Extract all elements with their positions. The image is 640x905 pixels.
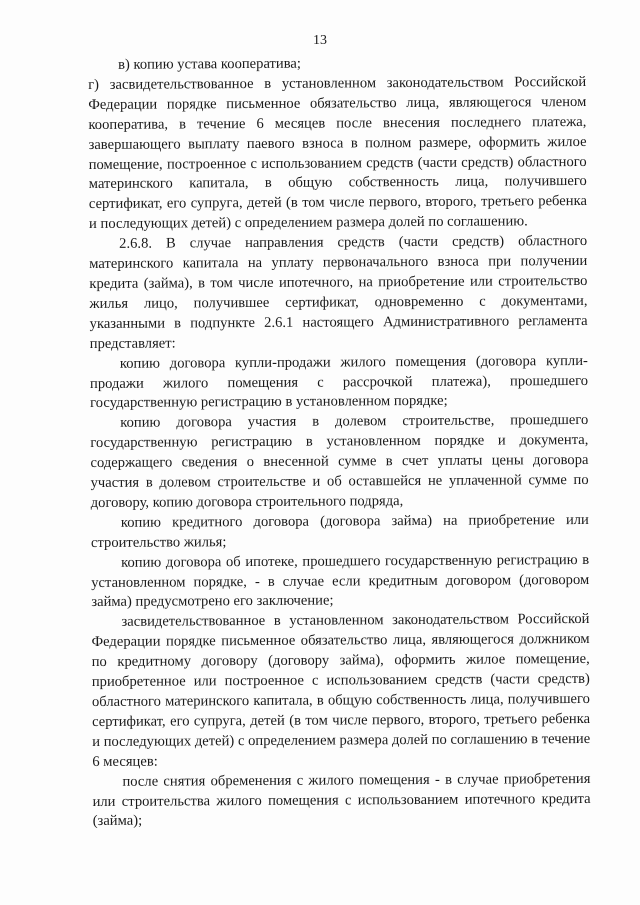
paragraph-mortgage-agreement: копию договора об ипотеке, прошедшего государственную регистрацию в установленном порядке, - в случае если кредитным договором (договором займа) предусмотрено его заключение; (91, 551, 590, 611)
page-number: 13 (313, 33, 327, 48)
paragraph-obligation: засвидетельствованное в установленном законодательством Российской Федерации порядке письменное обязательство лица, являющегося должником по кредитному договору (договору займа), оформить жилое помещение, приобретенное или построенное с использованием средств (части средств) областного материнского капитала, в общую собственность лица, получившего сертификат, его супруга, детей (в том числе первого, второго, третьего ребенка и последующих детей) с определением размера долей по соглашению в течение 6 месяцев: (91, 611, 591, 770)
document-body (88, 53, 591, 832)
paragraph-section-2-6-8: 2.6.8. В случае направления средств (части средств) областного материнского капитала на уплату первоначального взноса при получении кредита (займа), в том числе ипотечного, на приобретение или строительство жилья лицо, получившее сертификат, одновременно с документами, указанными в подпункте 2.6.1 настоящего Административного регламента представляет: (89, 233, 588, 352)
paragraph-sale-contract: копию договора купли-продажи жилого помещения (договора купли-продажи жилого помещения с рассрочкой платежа), прошедшего государственную регистрацию в установленном порядке; (89, 352, 589, 412)
paragraph-item-v: в) копию устава кооператива; (118, 55, 302, 73)
paragraph-encumbrance: после снятия обременения с жилого помещения - в случае приобретения или строительства жилого помещения с использованием ипотечного кредита (займа); (92, 770, 591, 830)
paragraph-shared-construction: копию договора участия в долевом строительстве, прошедшего государственную регистрацию в установленном порядке и документа, содержащего сведения о внесенной сумме в счет уплаты цены договора участия в долевом строительстве и об оставшейся не уплаченной сумме по договору, копию договора строительного подряда, (90, 412, 589, 511)
paragraph-credit-agreement: копию кредитного договора (договора займа) на приобретение или строительство жилья; (90, 511, 589, 551)
paragraph-item-g: г) засвидетельствованное в установленном законодательством Российской Федерации порядке письменное обязательство лица, являющегося членом кооператива, в течение 6 месяцев после внесения последнего платежа, завершающего выплату паевого взноса в полном размере, оформить жилое помещение, построенное с использованием средств (части средств) областного материнского капитала, в общую собственность лица, получившего сертификат, его супруга, детей (в том числе первого, второго, третьего ребенка и последующих детей) с определением размера долей по соглашению. (88, 73, 587, 233)
